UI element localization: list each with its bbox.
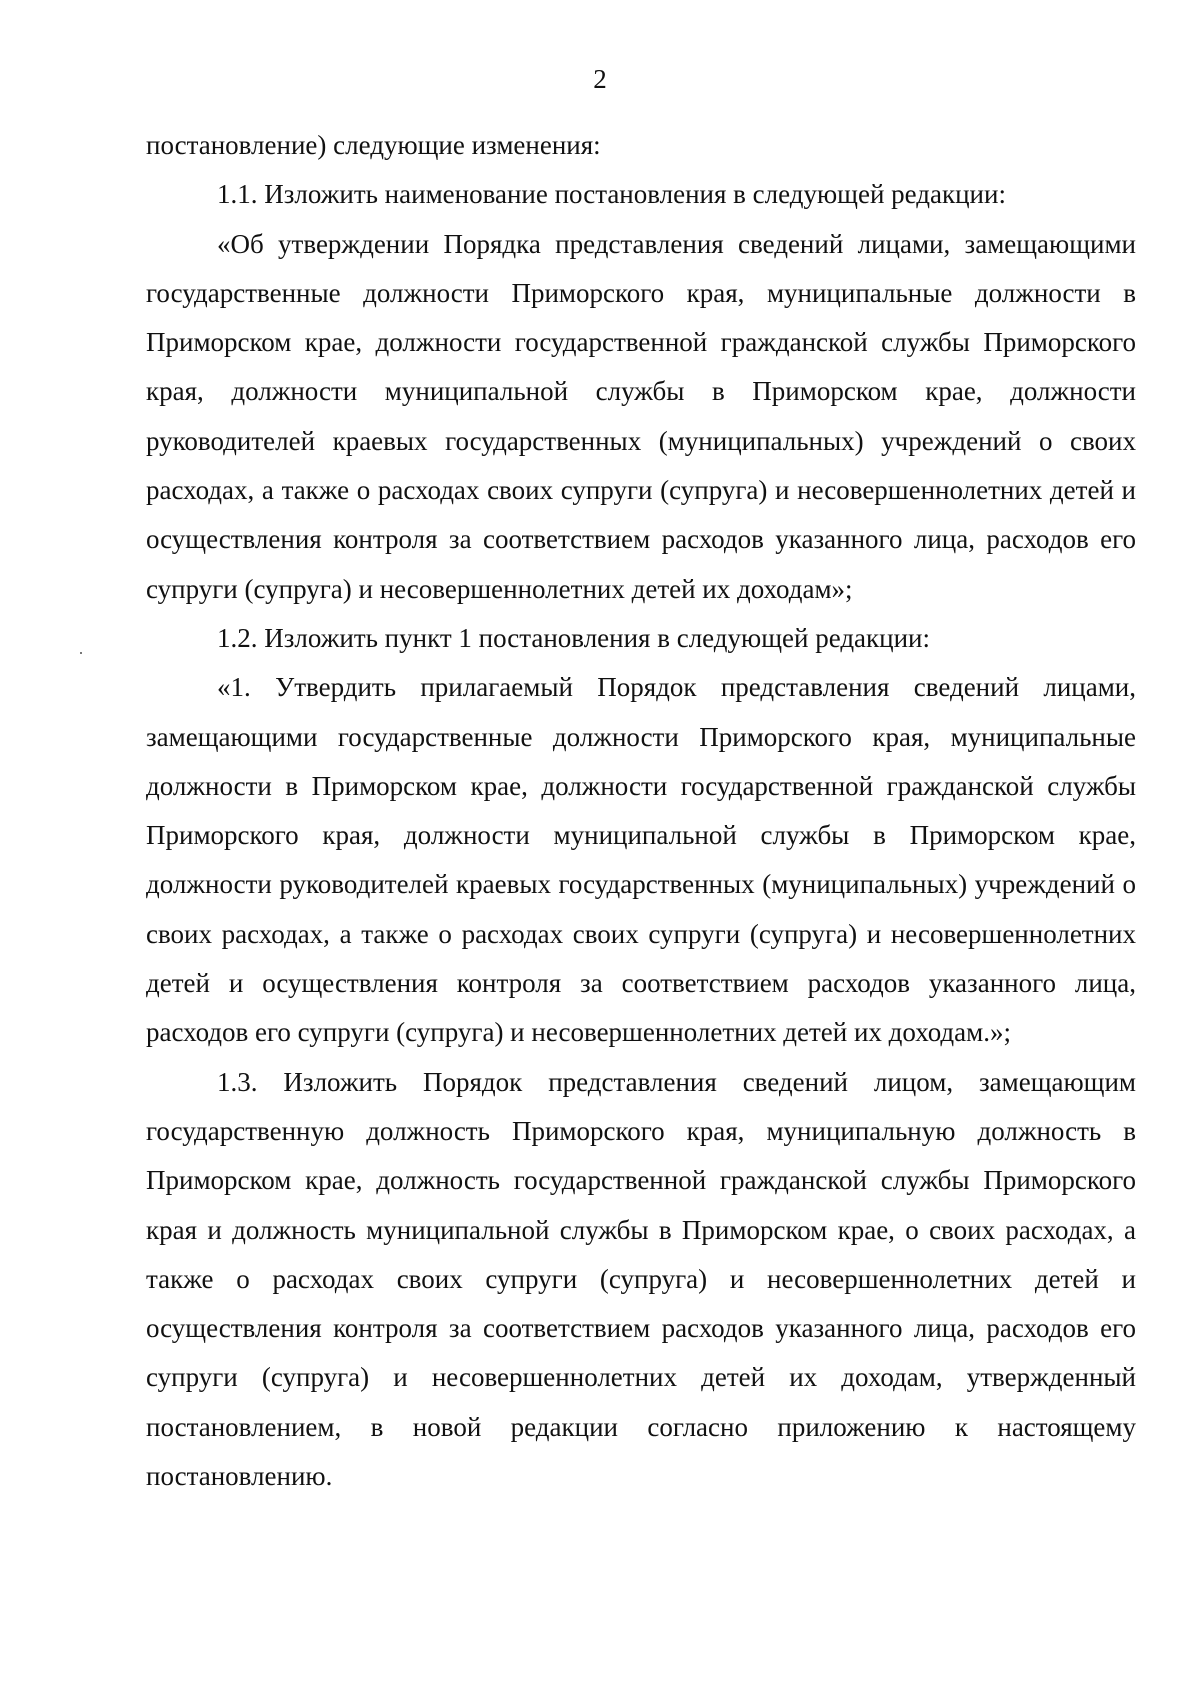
paragraph-1-2-quote: «1. Утвердить прилагаемый Порядок представления сведений лицами, замещающими государственные должности Приморского края, муниципальные должности в Приморском крае, должности государственной гражданской службы Приморского края, должности муниципальной службы в Приморском крае, должности руководителей краевых государственных (муниципальных) учреждений о своих расходах, а также о расходах своих супруги (супруга) и несовершеннолетних детей и осуществления контроля за соответствием расходов указанного лица, расходов его супруги (супруга) и несовершеннолетних детей их доходам.»;: [146, 672, 1136, 1048]
paragraph-1-1-quote: «Об утверждении Порядка представления сведений лицами, замещающими государственные должности Приморского края, муниципальные должности в Приморском крае, должности государственной гражданской службы Приморского края, должности муниципальной службы в Приморском крае, должности руководителей краевых государственных (муниципальных) учреждений о своих расходах, а также о расходах своих супруги (супруга) и несовершеннолетних детей и осуществления контроля за соответствием расходов указанного лица, расходов его супруги (супруга) и несовершеннолетних детей их доходам»;: [146, 228, 1136, 604]
paragraph-1-2: 1.2. Изложить пункт 1 постановления в следующей редакции:: [217, 622, 931, 653]
page-number: 2: [593, 64, 607, 94]
margin-speck: [80, 652, 82, 654]
paragraph-1-3: 1.3. Изложить Порядок представления сведений лицом, замещающим государственную должность Приморского края, муниципальную должность в Приморском крае, должность государственной гражданской службы Приморского края и должность муниципальной службы в Приморском крае, о своих расходах, а также о расходах своих супруги (супруга) и несовершеннолетних детей и осуществления контроля за соответствием расходов указанного лица, расходов его супруги (супруга) и несовершеннолетних детей их доходам, утвержденный постановлением, в новой редакции согласно приложению к настоящему постановлению.: [146, 1066, 1136, 1492]
paragraph-1-1: 1.1. Изложить наименование постановления в следующей редакции:: [217, 179, 1006, 210]
paragraph-continuation: постановление) следующие изменения:: [146, 130, 601, 160]
document-body: [146, 121, 1136, 1501]
